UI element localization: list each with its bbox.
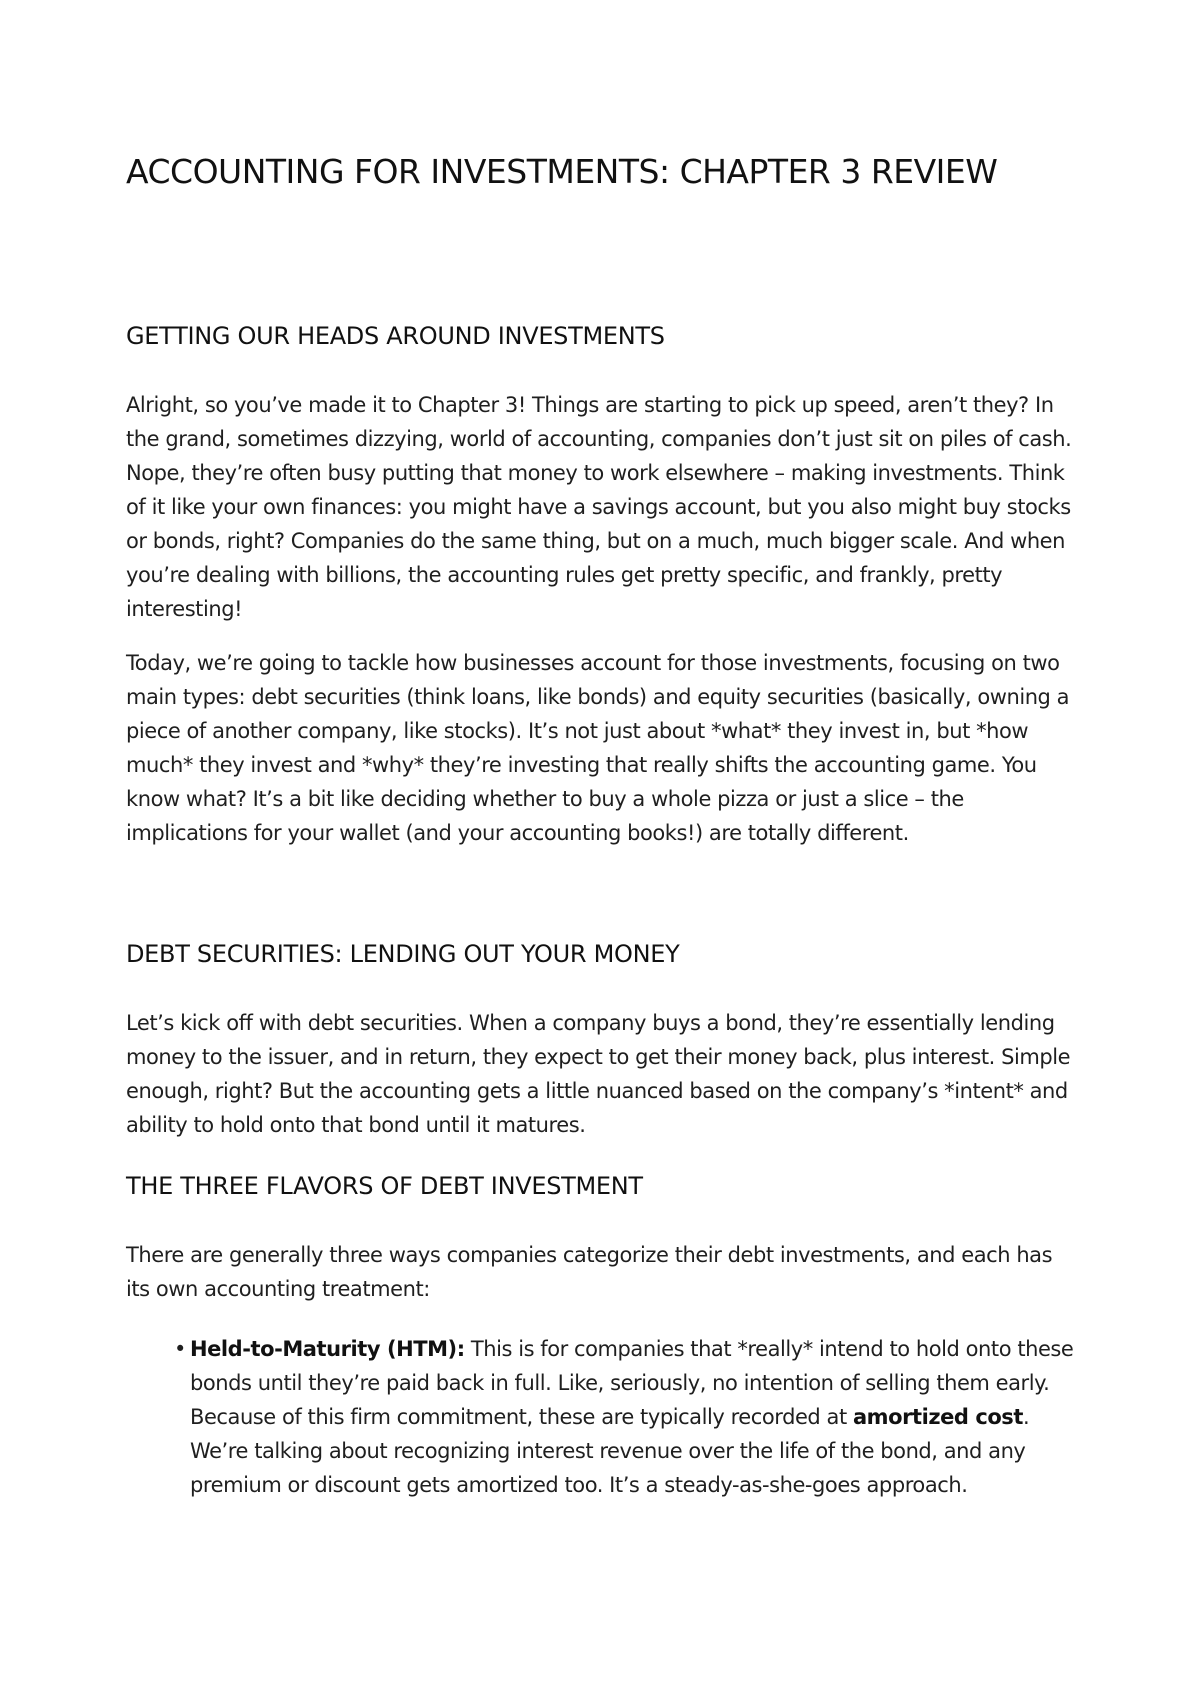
section-heading-investments: GETTING OUR HEADS AROUND INVESTMENTS	[126, 322, 665, 350]
debt-investment-list	[126, 1332, 1074, 1502]
paragraph-debt-securities: Let’s kick off with debt securities. When a company buys a bond, they’re essentially lending money to the issuer, and in return, they expect to get their money back, plus interest. Simple enough, right? But the accounting gets a little nuanced based on the company’s *intent* and ability to hold onto that bond until it matures.	[126, 1011, 1071, 1137]
bullet-icon: •	[174, 1337, 186, 1361]
section-heading-three-flavors: THE THREE FLAVORS OF DEBT INVESTMENT	[126, 1172, 643, 1200]
list-item-emphasis: amortized cost	[852, 1405, 1023, 1429]
paragraph-intro: Alright, so you’ve made it to Chapter 3! Things are starting to pick up speed, aren’t they? In the grand, sometimes dizzying, world of accounting, companies don’t just sit on piles of cash. Nope, they’re often busy putting that money to work elsewhere – making investments. Think of it like your own finances: you might have a savings account, but you also might buy stocks or bonds, right? Companies do the same thing, but on a much, much bigger scale. And when you’re dealing with billions, the accounting rules get pretty specific, and frankly, pretty interesting!	[126, 393, 1072, 621]
page-title: ACCOUNTING FOR INVESTMENTS: CHAPTER 3 REVIEW	[126, 152, 998, 191]
list-item-text-after: . We’re talking about recognizing interest revenue over the life of the bond, and any premium or discount gets amortized too. It’s a steady-as-she-goes approach.	[190, 1405, 1030, 1497]
paragraph-overview: Today, we’re going to tackle how businesses account for those investments, focusing on two main types: debt securities (think loans, like bonds) and equity securities (basically, owning a piece of another company, like stocks). It’s not just about *what* they invest in, but *how much* they invest and *why* they’re investing that really shifts the accounting game. You know what? It’s a bit like deciding whether to buy a whole pizza or just a slice – the implications for your wallet (and your accounting books!) are totally different.	[126, 651, 1070, 845]
section-heading-debt-securities: DEBT SECURITIES: LENDING OUT YOUR MONEY	[126, 940, 680, 968]
paragraph-three-flavors-intro: There are generally three ways companies categorize their debt investments, and each has its own accounting treatment:	[126, 1243, 1053, 1301]
list-item	[174, 1332, 1074, 1502]
list-item-text-before: This is for companies that *really* intend to hold onto these bonds until they’re paid back in full. Like, seriously, no intention of selling them early. Because of this firm commitment, these are typically recorded at	[190, 1337, 1074, 1429]
list-item-term: Held-to-Maturity (HTM):	[190, 1337, 465, 1361]
